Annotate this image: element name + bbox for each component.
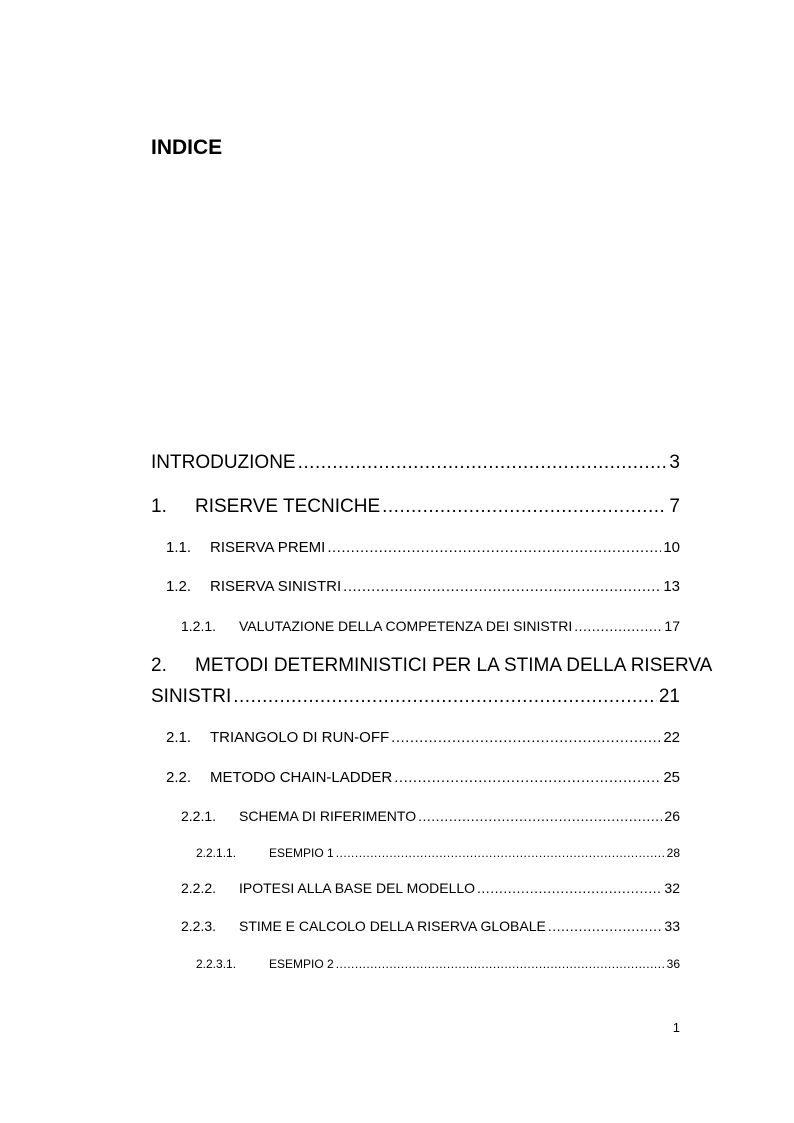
- toc-leader: [477, 880, 662, 896]
- toc-number: 1.: [151, 496, 167, 517]
- toc-page: 36: [666, 957, 680, 971]
- toc-page: 17: [664, 618, 680, 634]
- toc-leader: [574, 618, 662, 634]
- toc-number: 2.2.3.1.: [196, 957, 237, 971]
- toc-leader: [391, 729, 661, 746]
- toc-leader: [394, 769, 661, 786]
- toc-page: 33: [664, 918, 680, 934]
- toc-label: RISERVE TECNICHE: [195, 496, 381, 517]
- toc-label: INTRODUZIONE: [151, 452, 296, 473]
- toc-page: 21: [658, 686, 680, 707]
- toc-entry-metodi-deterministici-line1[interactable]: [151, 655, 712, 677]
- toc-label: ESEMPIO 1: [269, 846, 334, 860]
- toc-number: 2.2.: [166, 769, 192, 786]
- toc-entry-metodi-deterministici-line2[interactable]: [151, 686, 680, 708]
- toc-page: 32: [664, 880, 680, 896]
- toc-entry-triangolo-run-off[interactable]: [151, 729, 680, 746]
- toc-page: 25: [663, 769, 680, 786]
- toc-label: STIME E CALCOLO DELLA RISERVA GLOBALE: [239, 918, 546, 934]
- toc-label: METODO CHAIN-LADDER: [210, 769, 393, 786]
- toc-leader: [343, 578, 661, 595]
- toc-page: 10: [663, 539, 680, 556]
- toc-number: 2.2.3.: [181, 918, 217, 934]
- toc-number: 2.2.1.1.: [196, 846, 237, 860]
- toc-entry-schema-riferimento[interactable]: [151, 808, 680, 824]
- toc-entry-valutazione-competenza[interactable]: [151, 618, 680, 634]
- toc-entry-introduzione[interactable]: [151, 452, 680, 474]
- toc-label: SCHEMA DI RIFERIMENTO: [239, 808, 417, 824]
- toc-page: 28: [666, 846, 680, 860]
- toc-number: 2.1.: [166, 729, 192, 746]
- toc-number: 2.2.2.: [181, 880, 217, 896]
- toc-label: IPOTESI ALLA BASE DEL MODELLO: [239, 880, 476, 896]
- toc-number: 1.2.: [166, 578, 192, 595]
- toc-label: SINISTRI: [151, 686, 232, 707]
- toc-page: 3: [669, 452, 680, 473]
- toc-leader: [336, 957, 665, 971]
- toc-leader: [336, 846, 665, 860]
- toc-entry-esempio-1[interactable]: [151, 846, 680, 860]
- toc-leader: [382, 496, 667, 518]
- toc-label: RISERVA SINISTRI: [210, 578, 342, 595]
- toc-label: RISERVA PREMI: [210, 539, 326, 556]
- toc-page: 7: [669, 496, 680, 517]
- toc-page: 13: [663, 578, 680, 595]
- toc-number: 2.2.1.: [181, 808, 217, 824]
- page-title: INDICE: [151, 136, 223, 159]
- toc-label: ESEMPIO 2: [269, 957, 334, 971]
- toc-page: 26: [664, 808, 680, 824]
- toc-entry-stime-riserva-globale[interactable]: [151, 918, 680, 934]
- toc-entry-riserve-tecniche[interactable]: [151, 496, 680, 518]
- toc-label: TRIANGOLO DI RUN-OFF: [210, 729, 390, 746]
- toc-label: METODI DETERMINISTICI PER LA STIMA DELLA RISERVA: [195, 655, 713, 676]
- toc-number: 1.2.1.: [181, 618, 217, 634]
- toc-leader: [418, 808, 662, 824]
- toc-entry-esempio-2[interactable]: [151, 957, 680, 971]
- toc-entry-ipotesi-modello[interactable]: [151, 880, 680, 896]
- toc-page: 22: [663, 729, 680, 746]
- toc-entry-riserva-premi[interactable]: [151, 539, 680, 556]
- page-number: 1: [672, 1020, 680, 1035]
- toc-leader: [548, 918, 663, 934]
- toc-number: 2.: [151, 655, 167, 676]
- toc-leader: [233, 686, 657, 708]
- toc-entry-riserva-sinistri[interactable]: [151, 578, 680, 595]
- toc-leader: [327, 539, 661, 556]
- toc-label: VALUTAZIONE DELLA COMPETENZA DEI SINISTRI: [239, 618, 573, 634]
- toc-entry-metodo-chain-ladder[interactable]: [151, 769, 680, 786]
- toc-number: 1.1.: [166, 539, 192, 556]
- toc-leader: [298, 452, 668, 474]
